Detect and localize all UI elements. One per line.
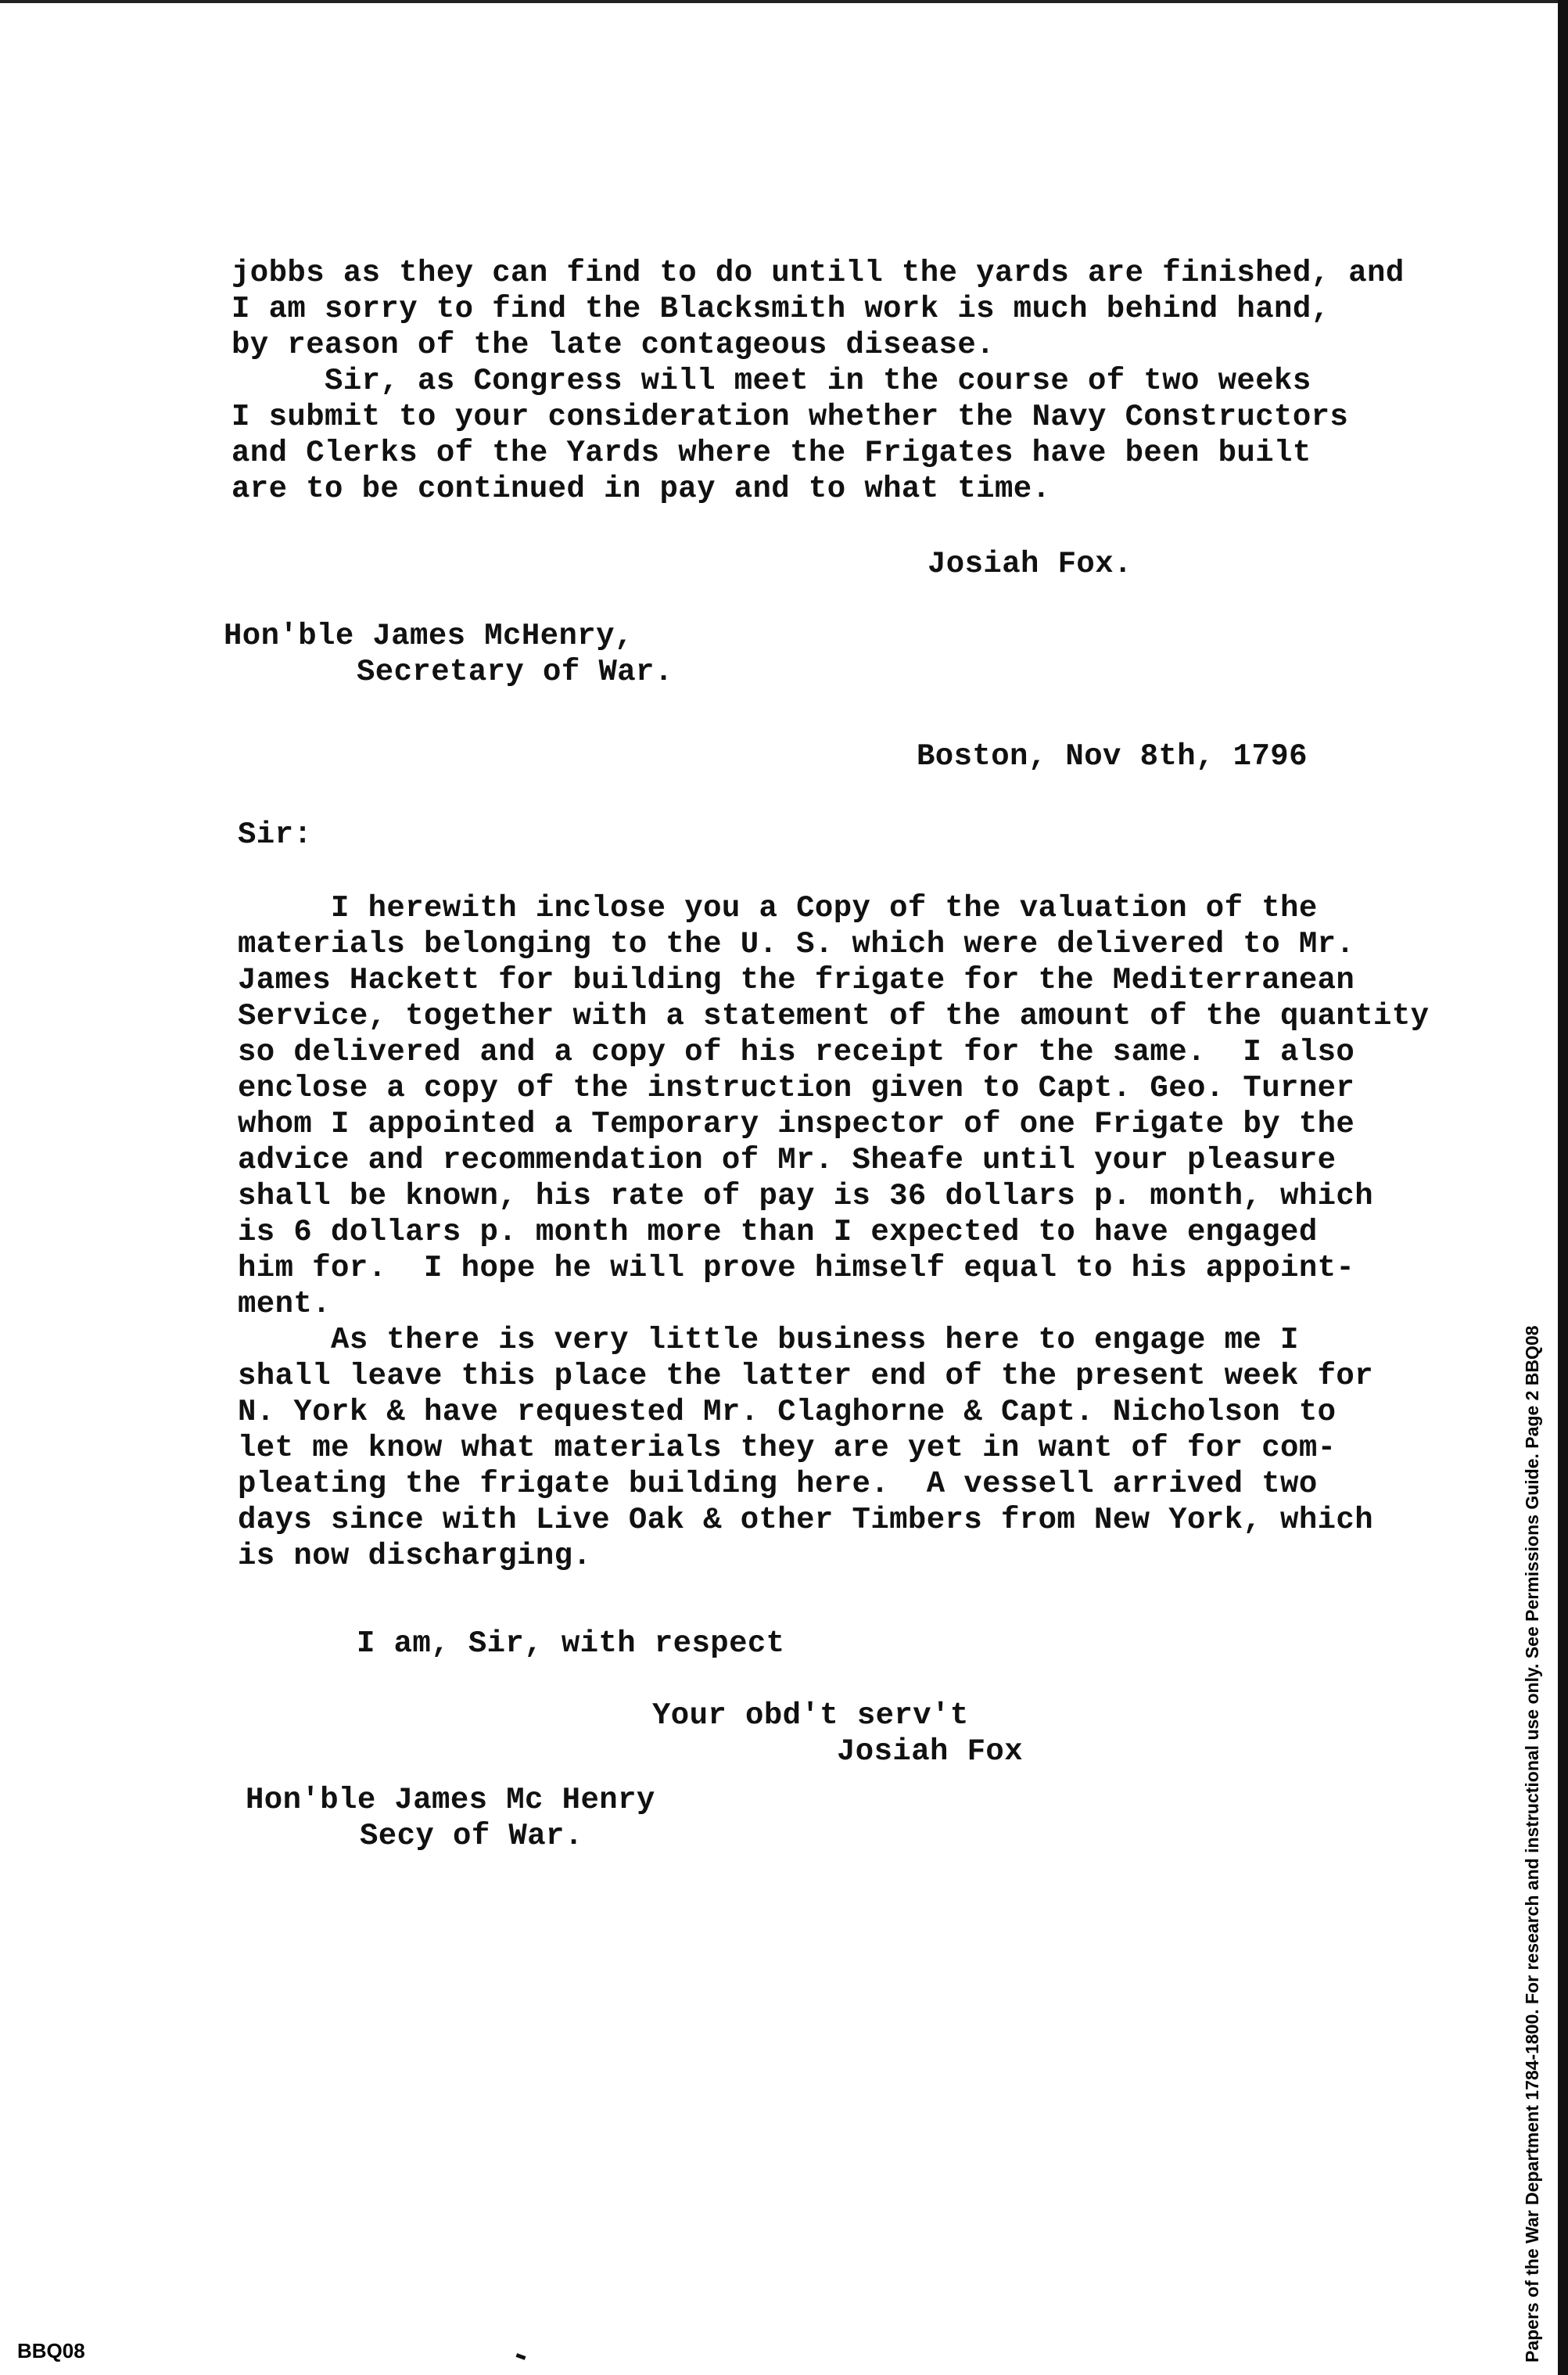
- scan-top-edge: [0, 0, 1568, 3]
- letter2-body-line-7: whom I appointed a Temporary inspector of one Frigate by the: [238, 1107, 1355, 1141]
- letter1-line-2: I am sorry to find the Blacksmith work is much behind hand,: [231, 292, 1330, 326]
- letter2-closing: I am, Sir, with respect: [357, 1626, 785, 1661]
- letter1-addressee-title: Secretary of War.: [357, 655, 673, 689]
- letter2-signature: Josiah Fox: [837, 1734, 1024, 1769]
- letter2-body-line-14: shall leave this place the latter end of the present week for: [238, 1359, 1374, 1393]
- letter2-body-line-11: him for. I hope he will prove himself equal to his appoint-: [238, 1251, 1355, 1285]
- scan-speck: [516, 2353, 526, 2360]
- letter2-body-line-19: is now discharging.: [238, 1539, 592, 1573]
- archive-side-note: Papers of the War Department 1784-1800. For research and instructional use only. See Permissions Guide. Page 2 BBQ08: [1522, 1325, 1542, 2362]
- letter1-line-6: and Clerks of the Yards where the Frigates have been built: [231, 436, 1311, 470]
- letter1-addressee: Hon'ble James McHenry,: [224, 619, 633, 653]
- letter2-addressee-title: Secy of War.: [360, 1819, 583, 1853]
- letter2-body-line-5: so delivered and a copy of his receipt for the same. I also: [238, 1035, 1355, 1069]
- letter1-signature: Josiah Fox.: [928, 547, 1132, 581]
- letter2-body-line-17: pleating the frigate building here. A vessell arrived two: [238, 1467, 1318, 1501]
- letter2-body-line-3: James Hackett for building the frigate for the Mediterranean: [238, 963, 1355, 997]
- letter2-body-line-4: Service, together with a statement of the amount of the quantity: [238, 999, 1430, 1033]
- letter1-line-5: I submit to your consideration whether the Navy Constructors: [231, 400, 1349, 434]
- letter1-line-3: by reason of the late contageous disease.: [231, 328, 995, 362]
- letter2-body-line-1: I herewith inclose you a Copy of the valuation of the: [238, 891, 1318, 925]
- letter2-body-line-10: is 6 dollars p. month more than I expected to have engaged: [238, 1215, 1318, 1249]
- letter2-body-line-16: let me know what materials they are yet in want of for com-: [238, 1431, 1337, 1465]
- letter2-dateline: Boston, Nov 8th, 1796: [917, 739, 1308, 774]
- document-id-label: BBQ08: [17, 2339, 85, 2362]
- scan-right-edge: [1558, 0, 1568, 2375]
- letter2-complimentary-close: Your obd't serv't: [652, 1698, 969, 1733]
- letter2-body-line-2: materials belonging to the U. S. which were delivered to Mr.: [238, 927, 1355, 961]
- letter1-line-1: jobbs as they can find to do untill the yards are finished, and: [231, 256, 1405, 290]
- letter2-body-line-15: N. York & have requested Mr. Claghorne & Capt. Nicholson to: [238, 1395, 1337, 1429]
- letter1-line-7: are to be continued in pay and to what time.: [231, 472, 1051, 506]
- letter2-body-line-8: advice and recommendation of Mr. Sheafe until your pleasure: [238, 1143, 1337, 1177]
- letter1-line-4: Sir, as Congress will meet in the course of two weeks: [231, 364, 1311, 398]
- letter2-body-line-12: ment.: [238, 1287, 332, 1321]
- letter2-addressee: Hon'ble James Mc Henry: [246, 1783, 655, 1817]
- letter2-body-line-13: As there is very little business here to engage me I: [238, 1323, 1299, 1357]
- letter2-salutation: Sir:: [238, 817, 313, 852]
- letter2-body-line-9: shall be known, his rate of pay is 36 dollars p. month, which: [238, 1179, 1374, 1213]
- letter2-body-line-18: days since with Live Oak & other Timbers from New York, which: [238, 1503, 1374, 1537]
- letter2-body-line-6: enclose a copy of the instruction given to Capt. Geo. Turner: [238, 1071, 1355, 1105]
